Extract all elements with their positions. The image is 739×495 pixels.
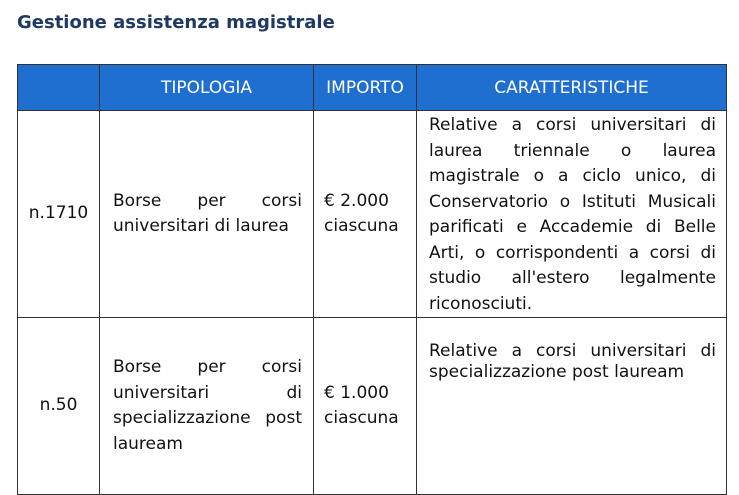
cell-caratteristiche: Relative a corsi universitari di laurea triennale o laurea magistrale o a ciclo unico, di Conservatorio o Istituti Musicali parificati e Accademie di Belle Arti, o corrispondenti a corsi di studio all'estero legalmente riconosciuti. (417, 111, 727, 318)
header-importo: IMPORTO (314, 65, 417, 111)
cell-tipologia: Borse per corsi universitari di laurea (100, 111, 314, 318)
cell-caratteristiche: Relative a corsi universitari di specializzazione post lauream (417, 318, 727, 495)
assistance-table (17, 64, 727, 495)
document-title: Gestione assistenza magistrale (17, 12, 335, 33)
cell-importo: € 2.000 ciascuna (314, 111, 417, 318)
cell-numero: n.1710 (18, 111, 100, 318)
header-number (18, 65, 100, 111)
cell-importo: € 1.000 ciascuna (314, 318, 417, 495)
cell-tipologia: Borse per corsi universitari di specializzazione post lauream (100, 318, 314, 495)
cell-numero: n.50 (18, 318, 100, 495)
table-header-row (18, 65, 727, 111)
header-caratteristiche: CARATTERISTICHE (417, 65, 727, 111)
table-row (18, 318, 727, 495)
table-row (18, 111, 727, 318)
header-tipologia: TIPOLOGIA (100, 65, 314, 111)
